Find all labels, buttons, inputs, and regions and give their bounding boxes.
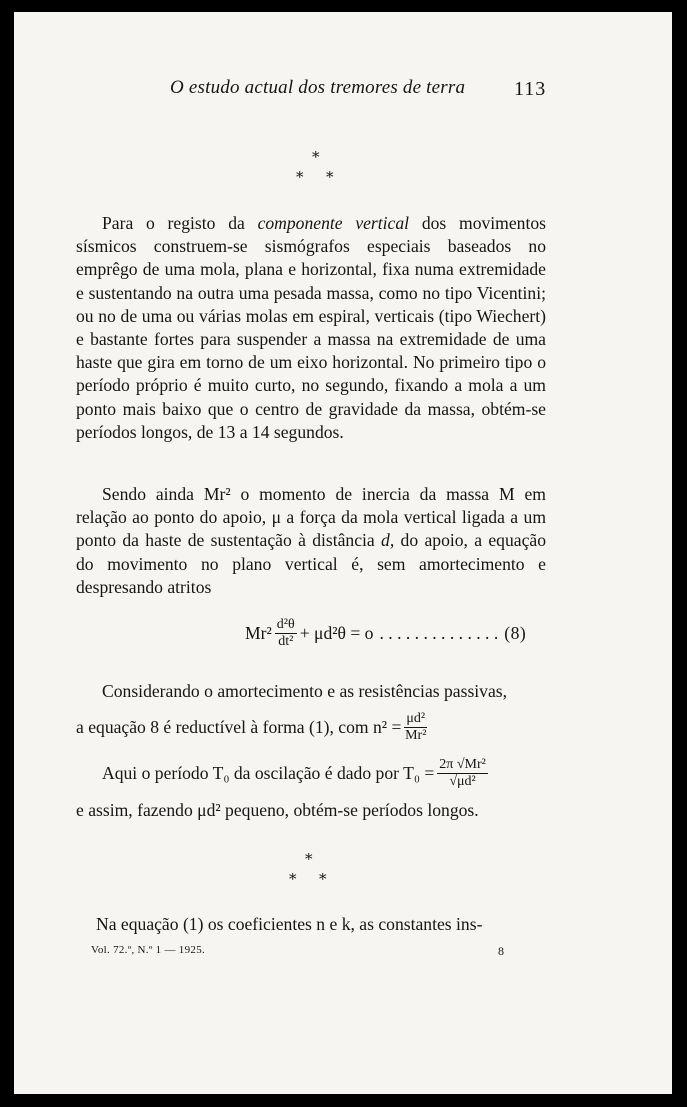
asterism-top <box>296 148 351 190</box>
asterism-star: * <box>289 870 297 888</box>
p2-text-b: do apoio, a equação do movimento no plano vertical é, sem amortecimento e despresando atritos <box>76 530 547 597</box>
asterism-star: * <box>296 168 304 186</box>
asterism-star: * <box>312 148 320 166</box>
eq-rhs: + μd²θ = o <box>299 623 374 643</box>
p7-text: Na equação (1) os coeficientes n e k, as constantes ins- <box>96 914 483 934</box>
eq-dots: . . . . . . . . . . . . . . <box>379 623 499 643</box>
p1-italic-term: componente vertical <box>257 213 410 233</box>
running-head: O estudo actual dos tremores de terra <box>170 77 466 98</box>
paragraph-1 <box>76 212 546 444</box>
page-number: 113 <box>514 78 547 100</box>
eq-label: (8) <box>504 623 527 643</box>
p4-frac-den: Mr² <box>405 728 427 743</box>
eq-frac-num: d²θ <box>276 617 295 632</box>
p4-frac-num: μd² <box>406 711 426 726</box>
paragraph-4-line-2 <box>76 800 552 821</box>
asterism-bottom <box>289 850 344 892</box>
p4-fraction <box>404 712 427 743</box>
eq-lhs: Mr² <box>245 623 272 643</box>
p5-frac-den: √μd² <box>449 774 476 789</box>
asterism-star: * <box>305 850 313 868</box>
asterism-star: * <box>319 870 327 888</box>
paragraph-3-line-2 <box>76 712 552 743</box>
p2-italic-d: d, <box>381 530 395 551</box>
p5-frac-num: 2π √Mr² <box>439 757 486 772</box>
eq-frac-den: dt² <box>278 634 294 649</box>
p3-text: Considerando o amortecimento e as resistências passivas, <box>102 681 508 701</box>
eq-fraction <box>275 618 297 649</box>
paragraph-2 <box>76 483 546 599</box>
p1-text-rest: dos movimentos sísmicos construem-se sismógrafos especiais baseados no emprêgo de uma mola, plana e horizontal, fixa numa extremidade e sustentando na outra uma pesada massa, como no tipo Vicentini; ou no de uma ou várias molas em espiral, verticais (tipo Wiechert) e bastante fortes para suspender a massa na extremidade de uma haste que gira em torno de um eixo horizontal. No primeiro tipo o período próprio é muito curto, no segundo, fixando a mola a um ponto mais baixo que o centro de gravidade da massa, obtém-se períodos longos, de 13 a 14 segundos. <box>76 213 546 442</box>
p4-text: a equação 8 é reductível à forma (1), com n² = <box>76 717 402 737</box>
paragraph-3 <box>76 680 546 703</box>
footer-signature: 8 <box>498 944 504 958</box>
p6-text: e assim, fazendo μd² pequeno, obtém-se períodos longos. <box>76 800 479 820</box>
paragraph-5-line-1 <box>76 914 552 935</box>
footer-volume: Vol. 72.º, N.º 1 — 1925. <box>91 944 206 956</box>
p5-text: Aqui o período T₀ da oscilação é dado por T₀ = <box>102 763 435 783</box>
p1-text-start: Para o registo da <box>102 213 258 233</box>
p2-text-a: Sendo ainda Mr² o momento de inercia da massa M em relação ao ponto do apoio, μ a força da mola vertical ligada a um ponto da haste de sustentação à distância <box>76 484 546 551</box>
p5-fraction <box>437 758 488 789</box>
asterism-star: * <box>326 168 334 186</box>
equation-8 <box>245 618 526 649</box>
paragraph-4-line-1 <box>76 758 552 789</box>
